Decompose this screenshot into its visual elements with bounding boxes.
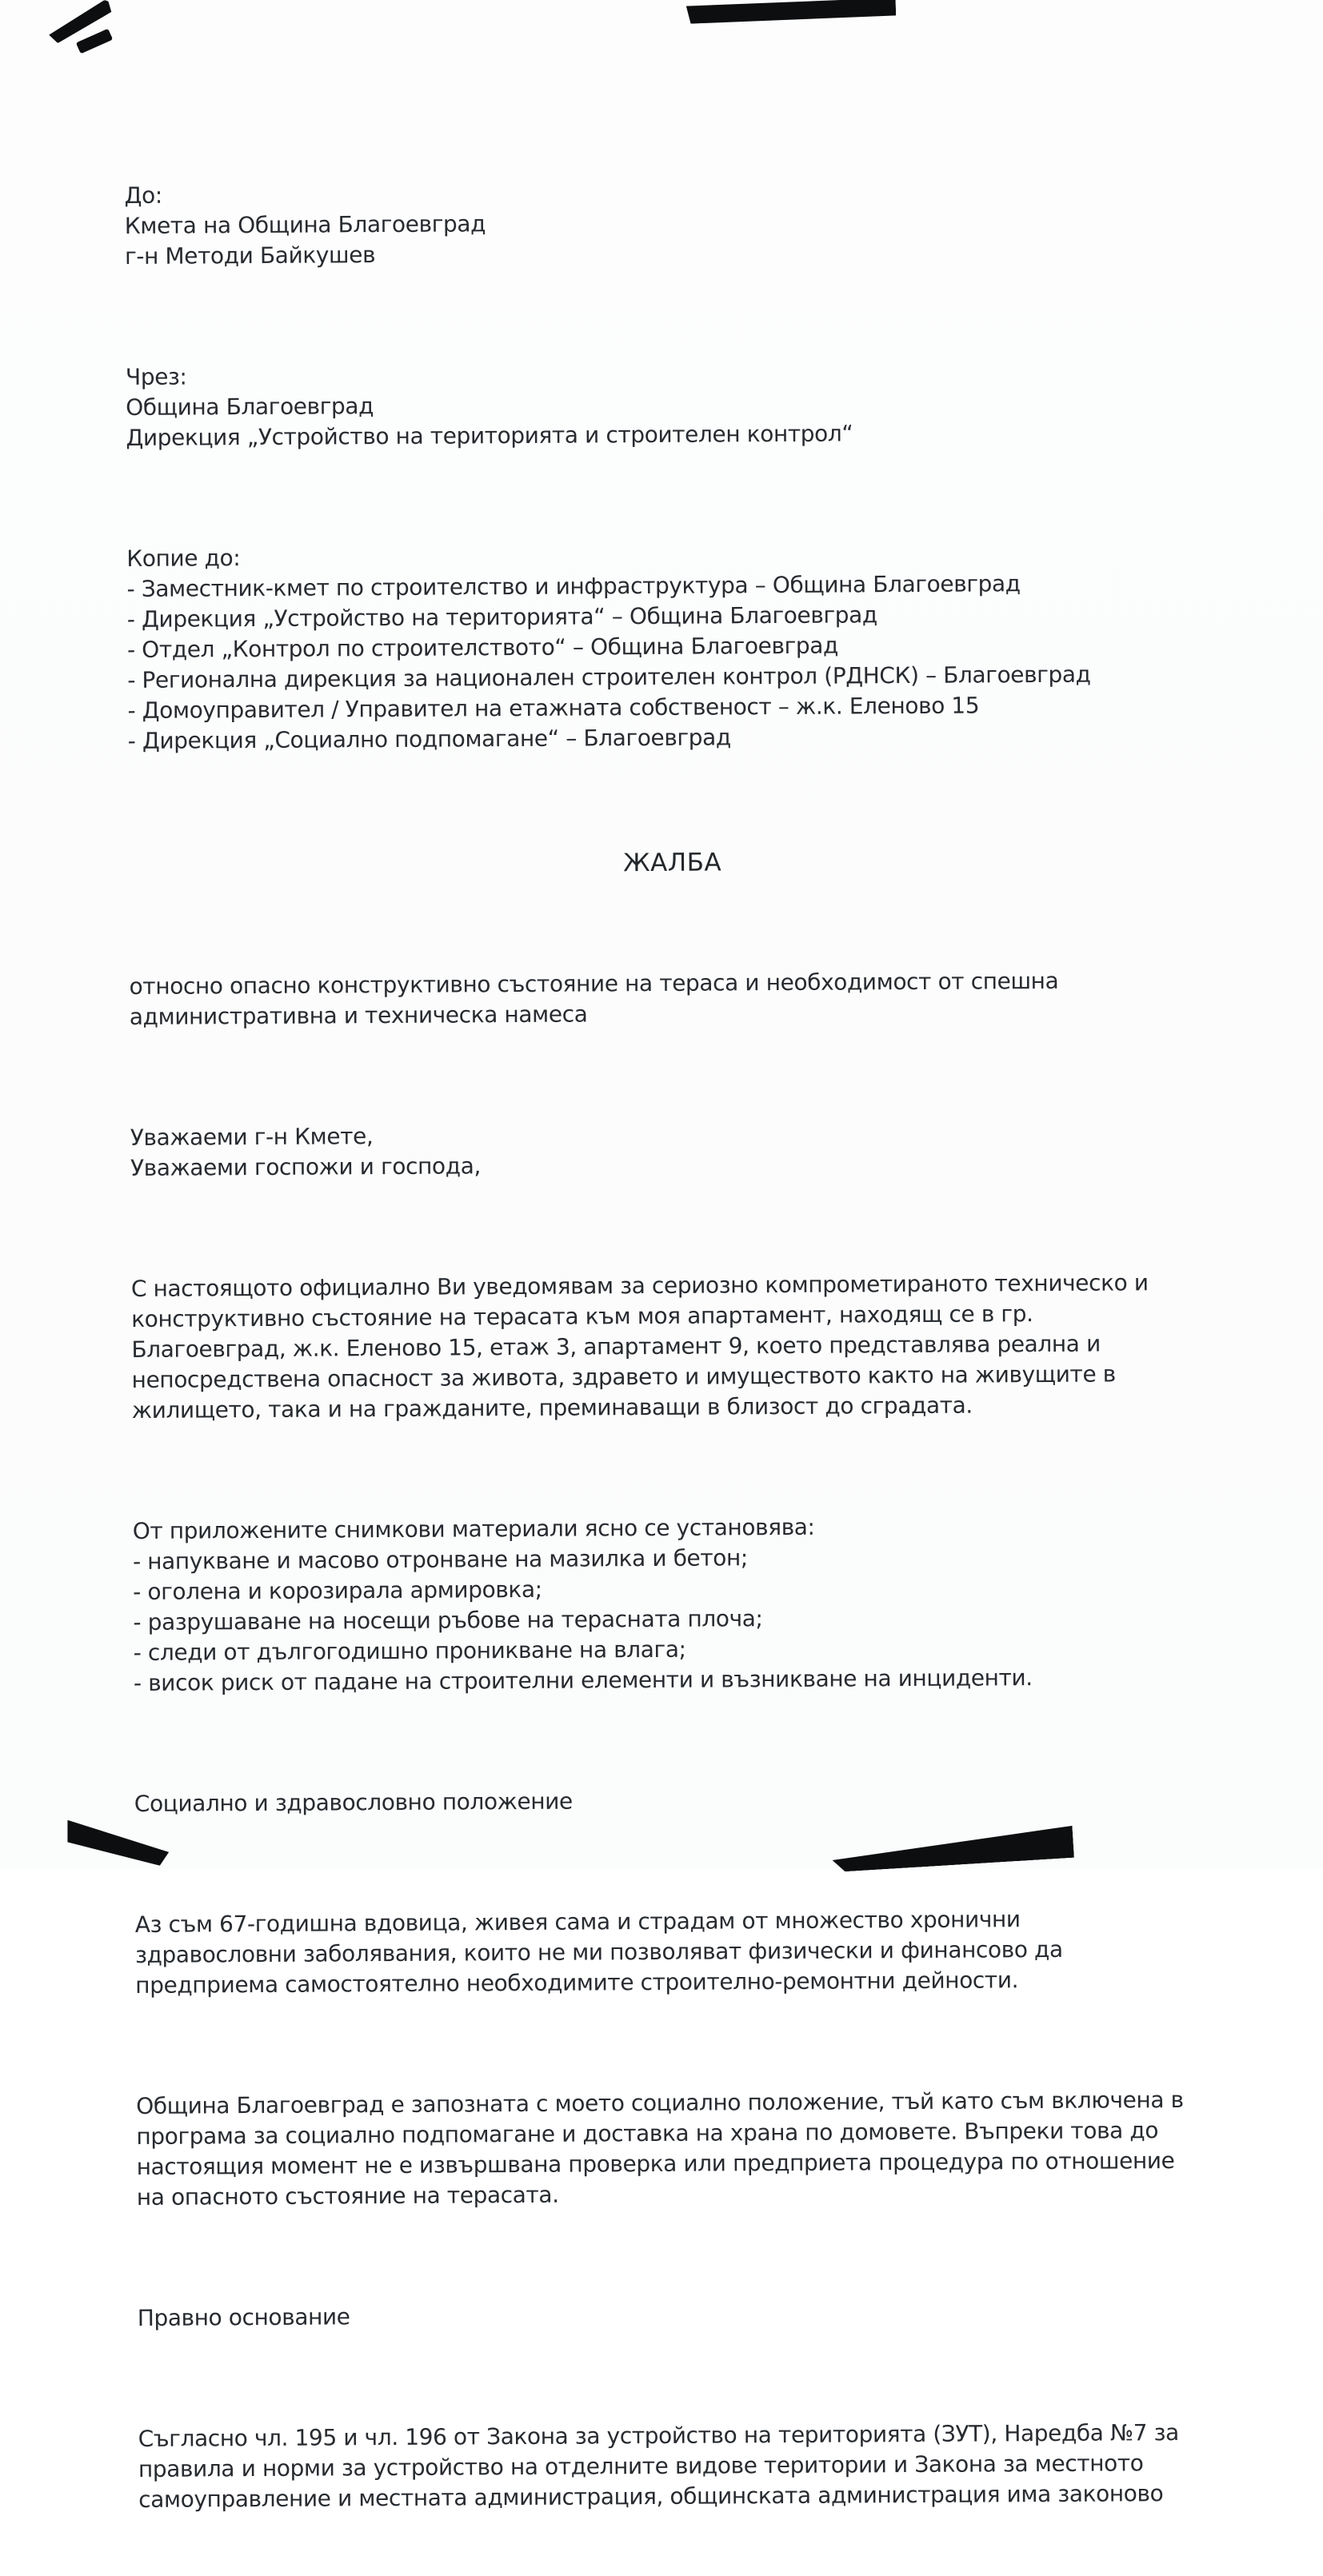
- social-paragraph-1: Аз съм 67-годишна вдовица, живея сама и страдам от множество хронични здравословни заболявания, които не ми позволяват физически и финансово да предприема самостоятелно необходимите строително-ремонтни дейности.: [134, 1906, 1063, 1999]
- legal-paragraph: Съгласно чл. 195 и чл. 196 от Закона за устройство на територията (ЗУТ), Наредба №7 за правила и норми за устройство на отделните видове територии и Закона за местното самоуправление и местната администрация, общинската администрация има законово: [138, 2418, 1179, 2513]
- social-section-heading: Социално и здравословно положение: [134, 1787, 573, 1817]
- salutation-block: Уважаеми г-н Кмете, Уважаеми госпожи и господа,: [130, 1123, 482, 1181]
- copy-to-block: Копие до: - Заместник-кмет по строителство и инфраструктура – Община Благоевград - Дирекция „Устройство на територията“ – Община Благоевград - Отдел „Контрол по строителството“ – Община Благоевград - Регионална дирекция за национален строителен контрол (РДНСК) – Благоевград - Домоуправител / Управител на етажната собственост – ж.к. Еленово 15 - Дирекция „Социално подпомагане“ – Благоевград: [126, 545, 1091, 754]
- legal-section-heading: Правно основание: [137, 2303, 350, 2331]
- subject-block: относно опасно конструктивно състояние на тераса и необходимост от спешна административна и техническа намеса: [129, 967, 1059, 1030]
- scan-artifact-top-left-small-icon: [76, 29, 113, 54]
- scan-artifact-top-bar: [686, 0, 897, 24]
- addressee-block: До: Кмета на Община Благоевград г-н Методи Байкушев: [124, 182, 486, 270]
- document-title: ЖАЛБА: [623, 848, 722, 878]
- social-paragraph-2: Община Благоевград е запозната с моето социално положение, тъй като съм включена в програма за социално подпомагане и доставка на храна по домовете. Въпреки това до настоящия момент не е извършвана проверка или предприета процедура по отношение на опасното състояние на терасата.: [136, 2086, 1184, 2211]
- via-block: Чрез: Община Благоевград Дирекция „Устройство на територията и строителен контрол“: [125, 363, 853, 451]
- letter-body: [124, 114, 1227, 2576]
- findings-list: От приложените снимкови материали ясно се установява: - напукване и масово отронване на мазилка и бетон; - оголена и корозирала армировка; - разрушаване на носещи ръбове на терасната плоча; - следи от дългогодишно проникване на влага; - висок риск от падане на строителни елементи и възникване на инциденти.: [132, 1513, 1033, 1696]
- notification-paragraph: С настоящото официално Ви уведомявам за сериозно компрометираното техническо и конструктивно състояние на терасата към моя апартамент, находящ се в гр. Благоевград, ж.к. Еленово 15, етаж 3, апартамент 9, което представлява реална и непосредствена опасност за живота, здравето и имуществото както на живущите в жилището, така и на гражданите, преминаващи в близост до сградата.: [130, 1269, 1149, 1424]
